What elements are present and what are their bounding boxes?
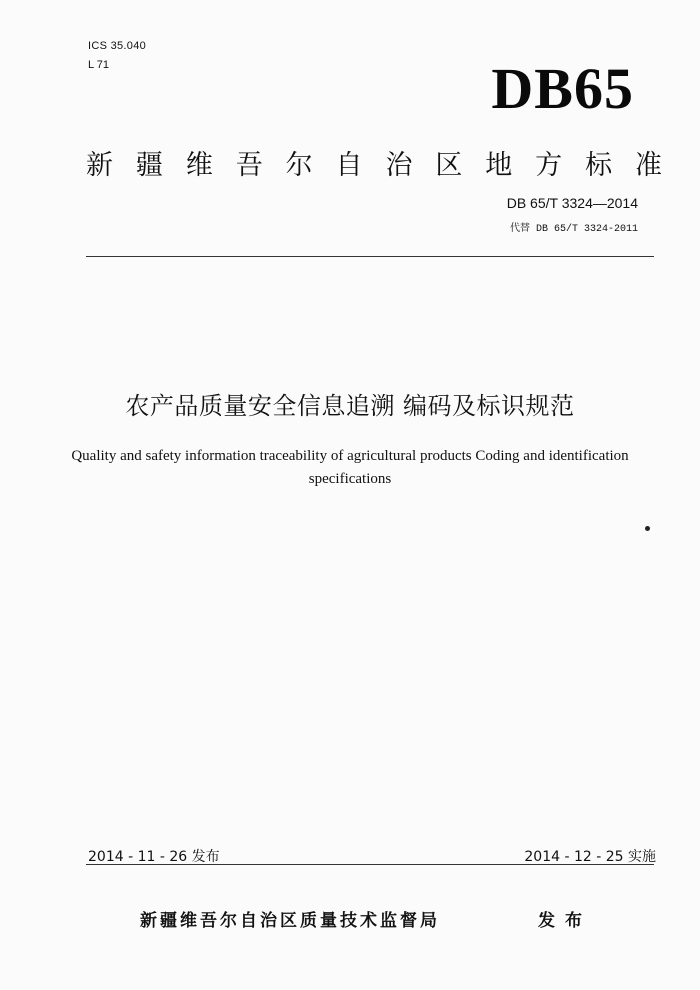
ics-code: ICS 35.040 (88, 40, 147, 52)
bottom-divider (86, 864, 654, 865)
standard-logo: DB65 (491, 56, 634, 121)
document-title-chinese: 农产品质量安全信息追溯 编码及标识规范 (125, 392, 575, 420)
standard-type-char: 尔 (285, 150, 313, 181)
replaces-standard: 代替 DB 65/T 3324-2011 (509, 224, 638, 235)
implementation-date: 2014 - 12 - 25 实施 (524, 849, 656, 865)
issue-date: 2014 - 11 - 26 发布 (88, 849, 220, 865)
standard-type-char: 新 (86, 150, 113, 181)
standard-type-char: 准 (634, 150, 662, 181)
standard-type-char: 区 (435, 150, 463, 181)
standard-type-heading (86, 143, 662, 182)
standard-type-char: 吾 (235, 150, 263, 181)
document-title-english: Quality and safety information traceability of agricultural products Coding and identification specifications (71, 448, 629, 487)
classification-code: L 71 (88, 59, 110, 71)
standard-type-char: 方 (535, 150, 563, 181)
standard-number: DB 65/T 3324—2014 (506, 195, 638, 211)
standard-type-char: 疆 (135, 150, 163, 181)
standard-type-char: 自 (335, 150, 363, 181)
issuing-authority: 新疆维吾尔自治区质量技术监督局 (140, 911, 440, 931)
standard-type-char: 标 (585, 150, 613, 181)
top-divider (86, 256, 654, 257)
standard-type-char: 地 (485, 150, 513, 181)
standard-type-char: 治 (385, 150, 413, 181)
standard-type-char: 维 (185, 150, 213, 181)
stray-mark (645, 526, 650, 531)
issued-label: 发布 (538, 911, 592, 931)
